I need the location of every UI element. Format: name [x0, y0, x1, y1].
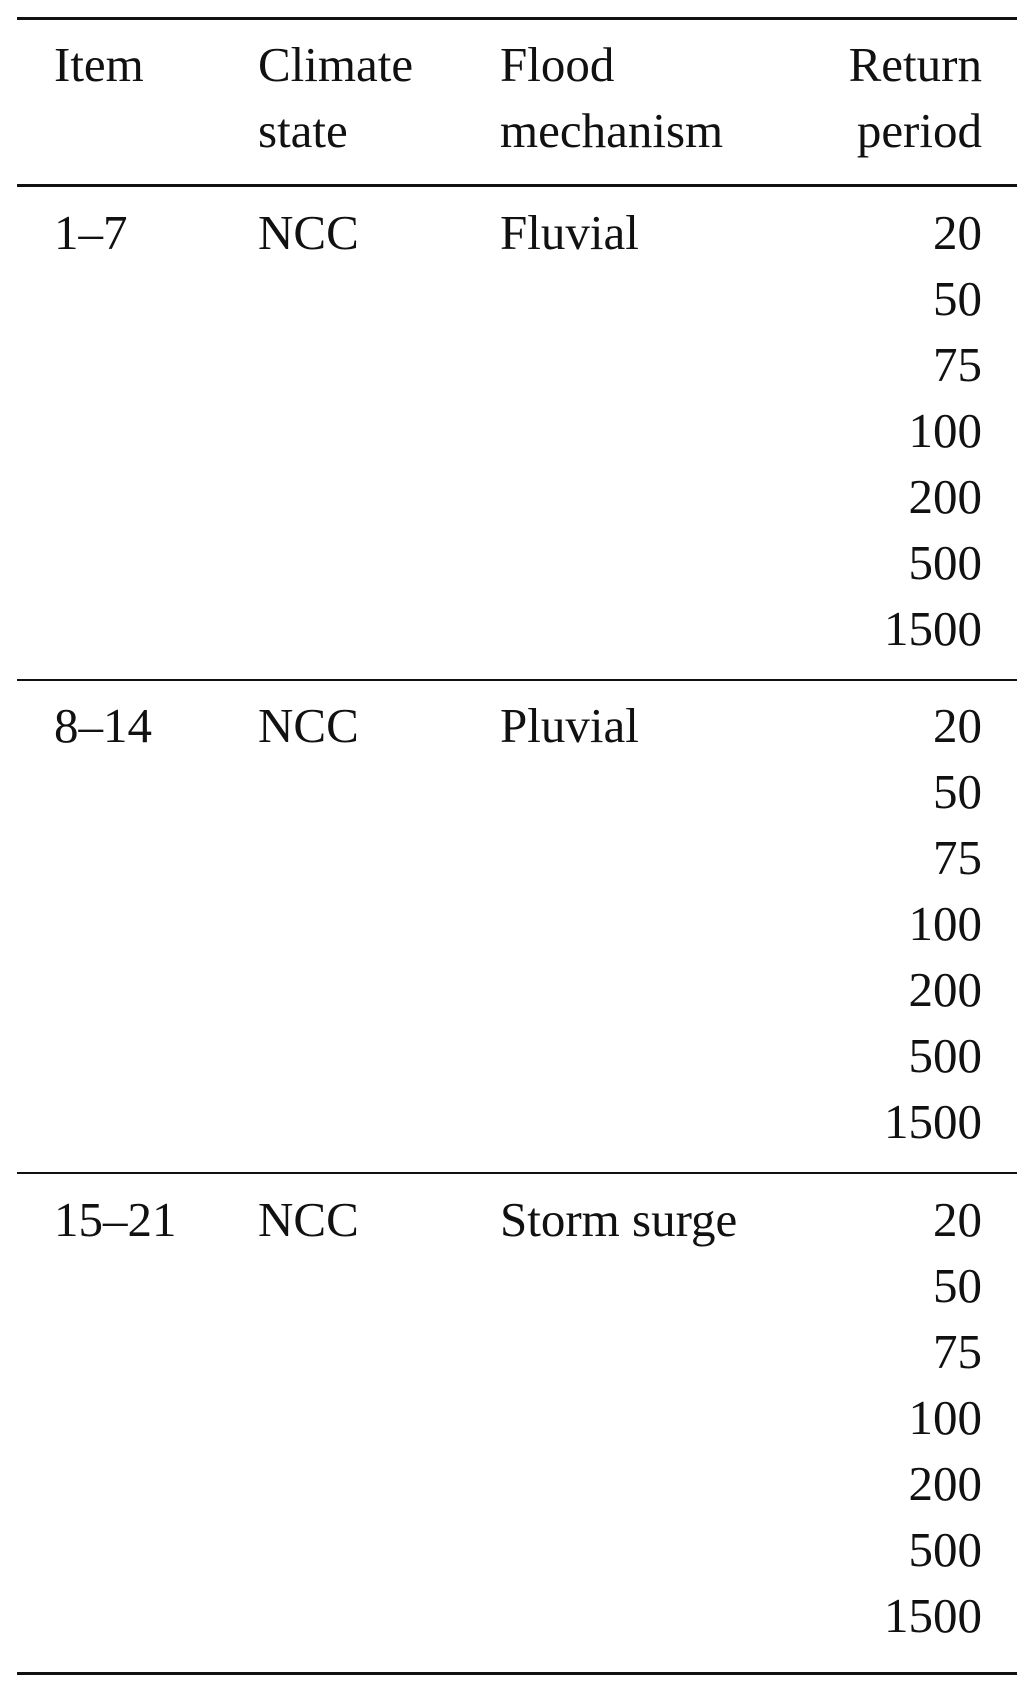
return-period-value: 1500: [884, 1588, 982, 1643]
header-flood-line1: Flood: [500, 37, 615, 92]
return-period-value: 100: [908, 403, 982, 458]
group-item: 15–21: [54, 1192, 177, 1247]
bottom-rule: [17, 1672, 1017, 1675]
header-rule: [17, 184, 1017, 187]
top-rule: [17, 17, 1017, 20]
group-flood-mechanism: Pluvial: [500, 698, 639, 753]
header-return-line2: period: [856, 103, 982, 158]
header-climate-line2: state: [258, 103, 348, 158]
group-return-periods: [884, 1187, 982, 1649]
return-period-value: 200: [908, 469, 982, 524]
return-period-value: 100: [908, 896, 982, 951]
group-return-periods: [884, 693, 982, 1155]
group-item: 1–7: [54, 205, 128, 260]
return-period-value: 500: [908, 1028, 982, 1083]
return-period-value: 50: [933, 1258, 982, 1313]
return-period-value: 75: [933, 1324, 982, 1379]
header-return-line1: Return: [848, 37, 982, 92]
group-climate-state: NCC: [258, 698, 359, 753]
group-flood-mechanism: Fluvial: [500, 205, 639, 260]
return-period-value: 500: [908, 1522, 982, 1577]
return-period-value: 50: [933, 764, 982, 819]
return-period-value: 100: [908, 1390, 982, 1445]
return-period-value: 20: [933, 698, 982, 753]
return-period-value: 75: [933, 830, 982, 885]
return-period-value: 1500: [884, 601, 982, 656]
return-period-value: 200: [908, 1456, 982, 1511]
group-flood-mechanism: Storm surge: [500, 1192, 738, 1247]
group-separator: [17, 679, 1017, 681]
header-flood-line2: mechanism: [500, 103, 724, 158]
return-period-value: 200: [908, 962, 982, 1017]
return-period-value: 20: [933, 205, 982, 260]
header-item: Item: [54, 37, 144, 92]
group-separator: [17, 1172, 1017, 1174]
header-climate-line1: Climate: [258, 37, 414, 92]
group-climate-state: NCC: [258, 1192, 359, 1247]
return-period-value: 20: [933, 1192, 982, 1247]
group-item: 8–14: [54, 698, 152, 753]
return-period-value: 1500: [884, 1094, 982, 1149]
return-period-value: 500: [908, 535, 982, 590]
return-period-value: 75: [933, 337, 982, 392]
group-climate-state: NCC: [258, 205, 359, 260]
group-return-periods: [884, 200, 982, 662]
return-period-value: 50: [933, 271, 982, 326]
